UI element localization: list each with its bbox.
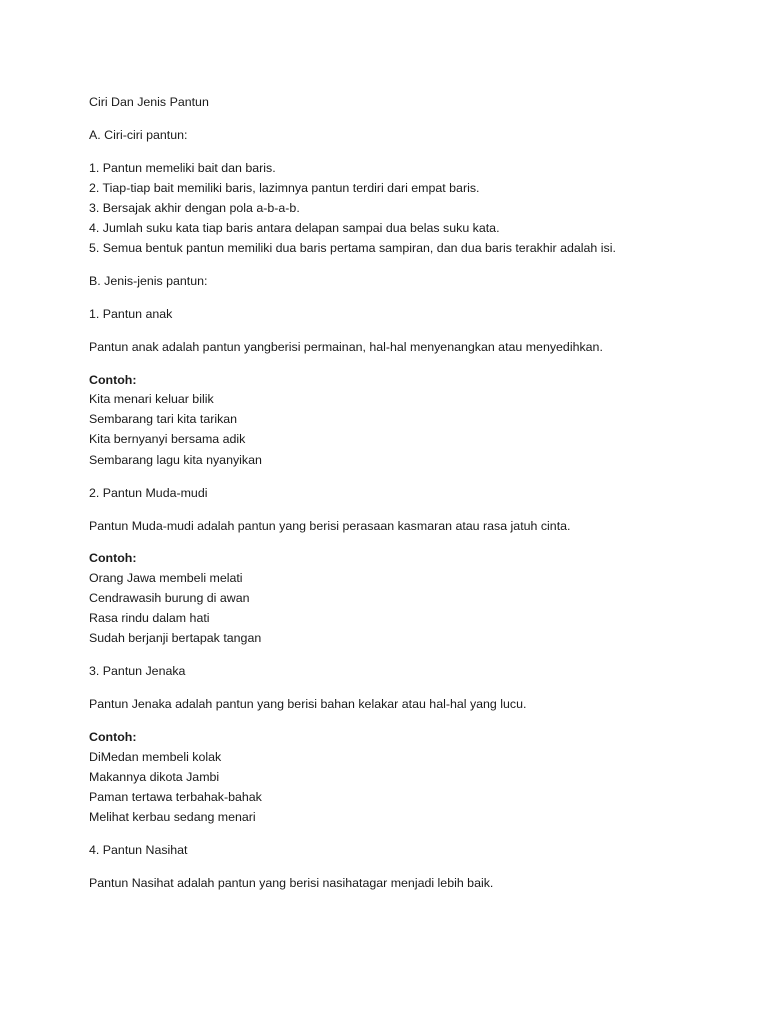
pantun-line: Cendrawasih burung di awan	[89, 591, 250, 605]
pantun-type-heading: 2. Pantun Muda-mudi	[89, 486, 208, 500]
section-a-heading: A. Ciri-ciri pantun:	[89, 128, 188, 142]
list-item: 3. Bersajak akhir dengan pola a-b-a-b.	[89, 201, 300, 215]
pantun-line: Kita bernyanyi bersama adik	[89, 432, 246, 446]
pantun-line: Makannya dikota Jambi	[89, 770, 220, 784]
pantun-line: Melihat kerbau sedang menari	[89, 810, 256, 824]
list-item: 2. Tiap-tiap bait memiliki baris, lazimnya pantun terdiri dari empat baris.	[89, 181, 480, 195]
pantun-line: DiMedan membeli kolak	[89, 750, 222, 764]
example-label: Contoh:	[89, 730, 137, 744]
section-b-heading: B. Jenis-jenis pantun:	[89, 274, 208, 288]
pantun-line: Sembarang tari kita tarikan	[89, 412, 238, 426]
list-item: 1. Pantun memeliki bait dan baris.	[89, 161, 276, 175]
pantun-type-description: Pantun anak adalah pantun yangberisi permainan, hal-hal menyenangkan atau menyedihkan.	[89, 340, 603, 354]
pantun-line: Orang Jawa membeli melati	[89, 571, 243, 585]
pantun-line: Sembarang lagu kita nyanyikan	[89, 453, 262, 467]
pantun-type-heading: 1. Pantun anak	[89, 307, 173, 321]
pantun-type-heading: 4. Pantun Nasihat	[89, 843, 188, 857]
list-item: 4. Jumlah suku kata tiap baris antara delapan sampai dua belas suku kata.	[89, 221, 500, 235]
document-title: Ciri Dan Jenis Pantun	[89, 95, 209, 109]
pantun-type-heading: 3. Pantun Jenaka	[89, 664, 186, 678]
pantun-type-description: Pantun Muda-mudi adalah pantun yang berisi perasaan kasmaran atau rasa jatuh cinta.	[89, 519, 571, 533]
list-item: 5. Semua bentuk pantun memiliki dua baris pertama sampiran, dan dua baris terakhir adalah isi.	[89, 241, 616, 255]
example-label: Contoh:	[89, 373, 137, 387]
pantun-line: Rasa rindu dalam hati	[89, 611, 210, 625]
pantun-line: Kita menari keluar bilik	[89, 392, 214, 406]
pantun-line: Paman tertawa terbahak-bahak	[89, 790, 262, 804]
pantun-line: Sudah berjanji bertapak tangan	[89, 631, 262, 645]
pantun-type-description: Pantun Jenaka adalah pantun yang berisi bahan kelakar atau hal-hal yang lucu.	[89, 697, 527, 711]
pantun-type-description: Pantun Nasihat adalah pantun yang berisi nasihatagar menjadi lebih baik.	[89, 876, 494, 890]
example-label: Contoh:	[89, 551, 137, 565]
